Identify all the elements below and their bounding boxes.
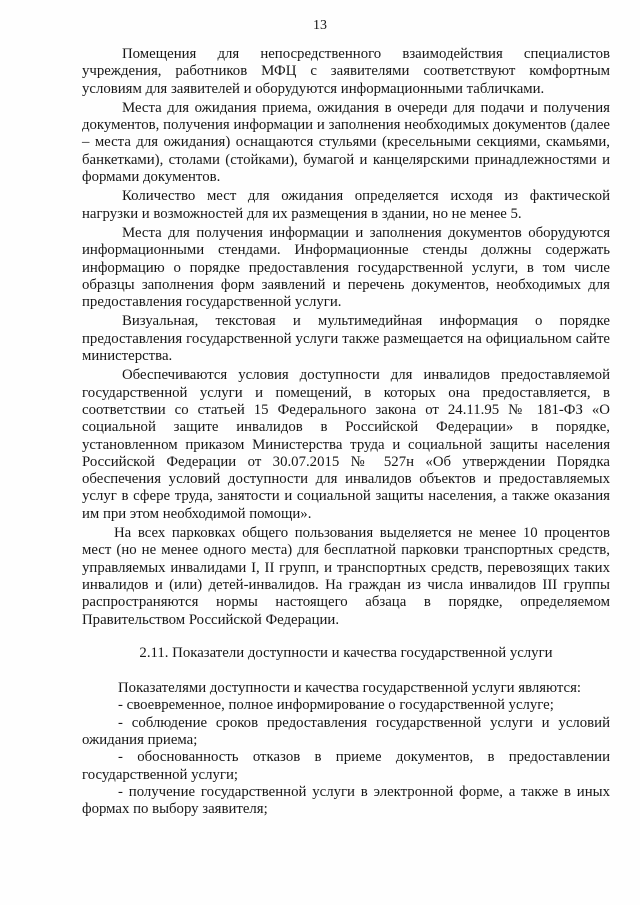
section-heading: 2.11. Показатели доступности и качества государственной услуги bbox=[139, 644, 553, 661]
paragraph-waiting-areas: Места для ожидания приема, ожидания в очереди для подачи и получения документов, получения информации и заполнения необходимых документов (далее – места для ожидания) оснащаются стульями (кресельными секциями, скамьями, банкетками), столами (стойками), бумагой и канцелярскими принадлежностями и формами документов. bbox=[82, 99, 610, 186]
paragraph-website-info: Визуальная, текстовая и мультимедийная информация о порядке предоставления государственной услуги также размещается на официальном сайте министерства. bbox=[82, 313, 610, 365]
paragraph-seat-count: Количество мест для ожидания определяется исходя из фактической нагрузки и возможностей для их размещения в здании, но не менее 5. bbox=[82, 188, 610, 222]
list-item: - обоснованность отказов в приеме документов, в предоставлении государственной услуги; bbox=[82, 749, 610, 783]
paragraph-info-stands: Места для получения информации и заполнения документов оборудуются информационными стендами. Информационные стенды должны содержать информацию о порядке предоставления государственной услуги, в том числе образцы заполнения форм заявлений и перечень документов, необходимых для предоставления государственной услуги. bbox=[82, 224, 610, 311]
list-item: - своевременное, полное информирование о государственной услуге; bbox=[118, 697, 554, 714]
document-body bbox=[82, 46, 610, 818]
list-item: - соблюдение сроков предоставления государственной услуги и условий ожидания приема; bbox=[82, 714, 610, 748]
paragraph-premises: Помещения для непосредственного взаимодействия специалистов учреждения, работников МФЦ с заявителями соответствуют комфортным условиям для заявителей и оборудуются информационными табличками. bbox=[82, 46, 610, 97]
page-number: 13 bbox=[313, 18, 327, 33]
paragraph-accessibility: Обеспечиваются условия доступности для инвалидов предоставляемой государственной услуги и помещений, в которых она предоставляется, в соответствии со статьей 15 Федерального закона от 24.11.95 № 181-ФЗ «О социальной защите инвалидов в Российской Федерации» в порядке, установленном приказом Министерства труда и социальной защиты населения Российской Федерации от 30.07.2015 № 527н «Об утверждении Порядка обеспечения условий доступности для инвалидов объектов и предоставляемых услуг в сфере труда, занятости и социальной защиты населения, а также оказания им при этом необходимой помощи». bbox=[82, 367, 610, 522]
list-intro: Показателями доступности и качества государственной услуги являются: bbox=[118, 680, 582, 697]
list-item: - получение государственной услуги в электронной форме, а также в иных формах по выбору заявителя; bbox=[82, 783, 610, 818]
paragraph-parking: На всех парковках общего пользования выделяется не менее 10 процентов мест (но не менее одного места) для бесплатной парковки транспортных средств, управляемых инвалидами I, II групп, и транспортных средств, перевозящих таких инвалидов и (или) детей-инвалидов. На граждан из числа инвалидов III группы распространяются нормы настоящего абзаца в порядке, определяемом Правительством Российской Федерации. bbox=[82, 525, 610, 628]
